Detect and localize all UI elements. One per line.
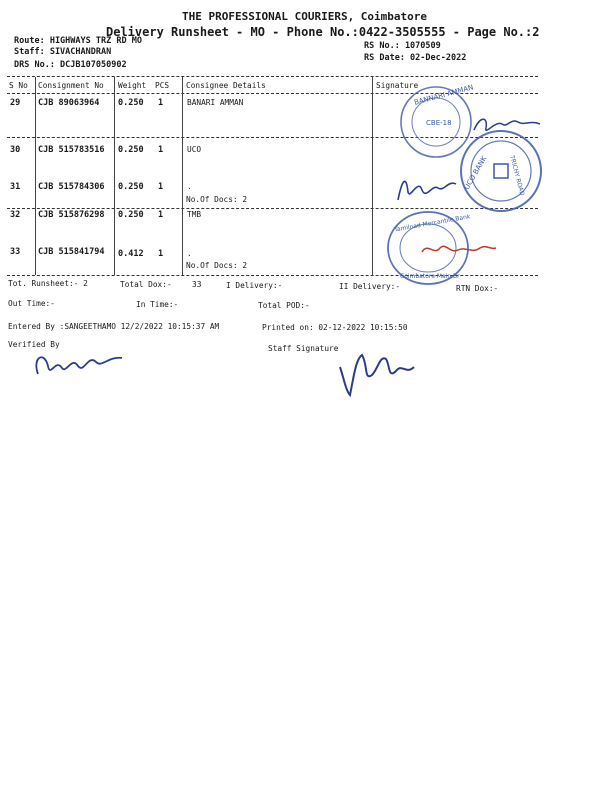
table-row-consignment: CJB 515784306 (38, 182, 105, 192)
svg-text:BANNARI AMMAN: BANNARI AMMAN (413, 83, 475, 107)
table-row-weight: 0.250 (118, 98, 144, 108)
staff-label: Staff: SIVACHANDRAN (14, 47, 112, 57)
entered-by: Entered By :SANGEETHAMO 12/2/2022 10:15:37 AM (8, 322, 220, 331)
column-header-consignee: Consignee Details (186, 81, 266, 90)
table-row-weight: 0.250 (118, 182, 144, 192)
table-row-docs: No.Of Docs: 2 (186, 195, 248, 204)
table-row-sno: 30 (10, 145, 21, 155)
col-divider (182, 77, 183, 275)
table-row-sno: 31 (10, 182, 21, 192)
first-delivery: I Delivery:- (226, 281, 283, 290)
runsheet-title: Delivery Runsheet - MO - Phone No.:0422-3505555 - Page No.:2 (106, 25, 540, 39)
uco-bank-stamp (458, 128, 544, 214)
table-row-weight: 0.250 (118, 145, 144, 155)
rs-number: RS No.: 1070509 (364, 41, 441, 51)
table-row-pcs: 1 (158, 145, 164, 155)
table-row-sno: 29 (10, 98, 21, 108)
column-header-consignment: Consignment No (38, 81, 104, 90)
column-header-pcs: PCS (155, 81, 170, 90)
table-row-consignee: TMB (187, 210, 202, 219)
table-row-consignment: CJB 515876298 (38, 210, 105, 220)
total-runsheet: Tot. Runsheet:- 2 (8, 279, 88, 288)
table-row-weight: 0.250 (118, 210, 144, 220)
table-row-sno: 32 (10, 210, 21, 220)
table-row-docs: No.Of Docs: 2 (186, 261, 248, 270)
staff-signature-mark (334, 345, 424, 397)
total-pod: Total POD:- (258, 301, 310, 310)
table-row-pcs: 1 (158, 98, 164, 108)
table-row-pcs: 1 (158, 249, 164, 259)
table-row-pcs: 1 (158, 210, 164, 220)
table-row-consignee: . (187, 182, 192, 191)
table-row-consignee: BANARI AMMAN (187, 98, 244, 107)
printed-on: Printed on: 02-12-2022 10:15:50 (262, 323, 408, 332)
col-divider (114, 77, 115, 275)
table-row-consignment: CJB 89063964 (38, 98, 100, 108)
verified-by-signature (30, 338, 130, 388)
svg-text:UCO BANK: UCO BANK (462, 154, 489, 192)
table-row-sno: 33 (10, 247, 21, 257)
svg-text:TRICHY ROAD: TRICHY ROAD (508, 154, 526, 197)
out-time: Out Time:- (8, 299, 55, 308)
row-signature-1 (470, 110, 550, 140)
svg-text:Tamilnad Mercantile Bank: Tamilnad Mercantile Bank (393, 213, 471, 234)
row-signature-3 (420, 238, 500, 260)
svg-text:Coimbatore Main Br: Coimbatore Main Br (400, 273, 460, 280)
svg-text:CBE-18: CBE-18 (426, 119, 452, 127)
verified-by: Verified By (8, 340, 60, 349)
row-signature-2 (396, 170, 466, 206)
return-dox: RTN Dox:- (456, 284, 499, 293)
in-time: In Time:- (136, 300, 179, 309)
table-row-consignee: . (187, 249, 192, 258)
second-delivery: II Delivery:- (339, 282, 401, 291)
column-header-weight: Weight (118, 81, 147, 90)
col-divider (35, 77, 36, 275)
table-row-consignee: UCO (187, 145, 202, 154)
staff-signature-label: Staff Signature (268, 344, 339, 353)
route-label: Route: HIGHWAYS TRZ RD MO (14, 36, 142, 46)
table-top-rule (7, 76, 538, 77)
table-row-consignment: CJB 515841794 (38, 247, 105, 257)
table-row-consignment: CJB 515783516 (38, 145, 105, 155)
column-header-signature: Signature (376, 81, 419, 90)
company-title: THE PROFESSIONAL COURIERS, Coimbatore (182, 10, 428, 23)
total-dox-value: 33 (192, 280, 202, 289)
total-dox-label: Total Dox:- (120, 280, 172, 289)
col-divider (372, 77, 373, 275)
rs-date: RS Date: 02-Dec-2022 (364, 53, 467, 63)
column-header-sno: S No (9, 81, 28, 90)
drs-number: DRS No.: DCJB107050902 (14, 60, 127, 70)
table-row-weight: 0.412 (118, 249, 144, 259)
table-row-pcs: 1 (158, 182, 164, 192)
